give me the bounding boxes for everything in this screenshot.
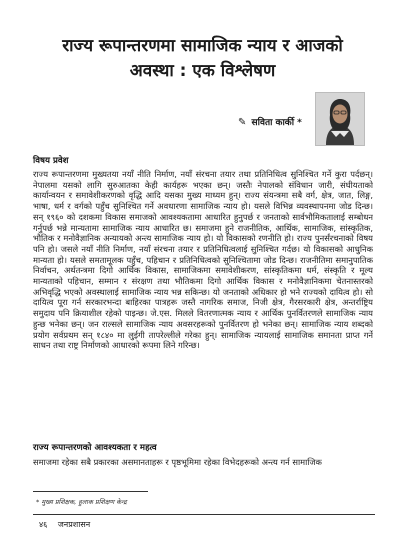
article-title-line-2: अवस्था : एक विश्लेषण xyxy=(129,61,276,81)
author-portrait-image xyxy=(316,93,364,145)
page-number: ४६ xyxy=(39,520,48,529)
section-heading-introduction: विषय प्रवेश xyxy=(33,156,69,166)
folio-divider xyxy=(33,514,375,515)
journal-name: जनप्रशासन xyxy=(57,520,91,529)
page-folio xyxy=(39,519,90,530)
author-byline xyxy=(238,115,302,128)
section-body-need-and-importance: समाजमा रहेका सबै प्रकारका असमानताहरू र पृष्ठभूमिमा रहेका विभेदहरूको अन्त्य गर्न सामाजिक xyxy=(33,457,322,467)
footnote-divider xyxy=(33,491,148,492)
section-body-introduction: राज्य रूपान्तरणमा मुख्यतया नयाँ नीति निर्माण, नयाँ संरचना तयार तथा प्रतिनिधित्व सुनिश्चित गर्ने कुरा पर्दछन्। नेपालमा यसको लागि सुरुआतका केही कार्यहरू भएका छन्। जस्तैः नेपालको संविधान जारी, संघीयताको कार्यान्वयन र समावेशीकरणको वृद्धि आदि यसका मुख्य माध्यम हुन्। राज्य संयन्त्रमा सबै वर्ग, क्षेत्र, जात, लिङ्ग, भाषा, धर्म र वर्गको पहुँच सुनिश्चित गर्ने अवधारणा सामाजिक न्याय हो। यसले विभिन्न व्यवस्थापनमा जोड दिन्छ। सन् १९६० को दशकमा विकास समाजको आवश्यकतामा आधारित हुनुपर्छ र जनताको सार्वभौमिकतालाई सम्बोधन गर्नुपर्छ भन्ने मान्यतामा सामाजिक न्याय आधारित छ। समाजमा हुने राजनीतिक, आर्थिक, सामाजिक, सांस्कृतिक, भौतिक र मनोवैज्ञानिक अन्यायको अन्त्य सामाजिक न्याय हो। यो विकासको रणनीति हो। राज्य पुनर्संरचनाको विषय पनि हो। जसले नयाँ नीति निर्माण, नयाँ संरचना तयार र प्रतिनिधित्वलाई सुनिश्चित गर्दछ। यो विकासको आधुनिक मान्यता हो। यसले समतामूलक पहुँच, पहिचान र प्रतिनिधित्वको सुनिश्चितामा जोड दिन्छ। राजनीतिमा समानुपातिक निर्वाचन, अर्थतन्त्रमा दिगो आर्थिक विकास, सामाजिकमा समावेशीकरण, सांस्कृतिकमा धर्म, संस्कृति र मूल्य मान्यताको पहिचान, सम्मान र संरक्षण तथा भौतिकमा दिगो आर्थिक विकास र मनोवैज्ञानिकमा चेतनास्तरको अभिवृद्धि भएको अवस्थालाई सामाजिक न्याय भन्न सकिन्छ। यो जनताको अधिकार हो भने राज्यको दायित्व हो। सो दायित्व पूरा गर्न सरकारभन्दा बाहिरका पात्रहरू जस्तै नागरिक समाज, निजी क्षेत्र, गैरसरकारी क्षेत्र, अन्तर्राष्ट्रिय समुदाय पनि क्रियाशील रहेको पाइन्छ। जे.एस. मिलले वितरणात्मक न्याय र आर्थिक पुनर्वितरणले सामाजिक न्याय हुन्छ भनेका छन्। जन राल्सले सामाजिक न्याय अवसरहरूको पुनर्वितरण हो भनेका छन्। सामाजिक न्याय शब्दको प्रयोग सर्वप्रथम सन् १८४० मा लुईगी तापरेल्लीले गरेका हुन्। सामाजिक न्यायलाई सामाजिक समानता प्राप्त गर्ने साधन तथा राष्ट्र निर्माणको आधारको रूपमा लिने गरिन्छ। xyxy=(33,169,373,351)
section-heading-need-and-importance: राज्य रूपान्तरणको आवश्यकता र महत्व xyxy=(33,443,157,453)
article-title-line-1: राज्य रूपान्तरणमा सामाजिक न्याय र आजको xyxy=(62,36,343,56)
footnote: * मुख्य प्रशिक्षक, हुलाक प्रशिक्षण केन्द्र xyxy=(36,498,127,506)
author-name: सविता कार्की * xyxy=(251,118,302,128)
pen-icon: ✎ xyxy=(238,117,247,128)
author-photo xyxy=(315,92,365,146)
